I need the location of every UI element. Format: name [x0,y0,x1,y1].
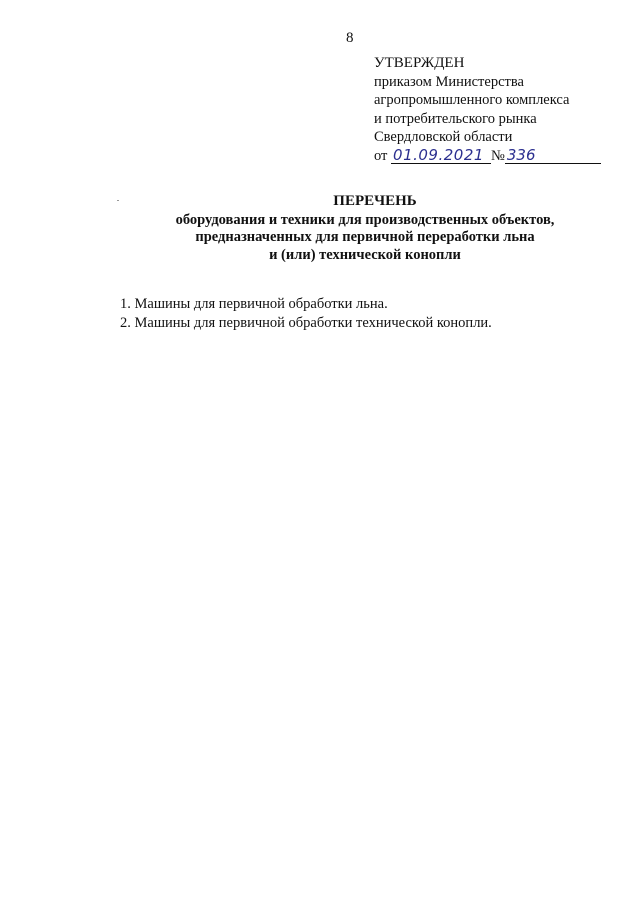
document-subtitle-line: оборудования и техники для производственных объектов, [175,211,555,228]
approval-title: УТВЕРЖДЕН [374,55,465,71]
page-number: 8 [346,30,354,46]
handwritten-date: 01.09.2021 [391,147,491,164]
document-subtitle-line: предназначенных для первичной переработки льна [195,229,535,245]
approval-line: приказом Министерства [374,73,524,90]
approval-line: агропромышленного комплекса [374,92,570,108]
equipment-list [120,295,492,332]
approval-line: Свердловской области [374,129,513,145]
document-subtitle-line: и (или) технической конопли [269,246,461,263]
handwritten-number: 336 [505,147,601,164]
list-item: 1. Машины для первичной обработки льна. [120,296,388,312]
approval-date-line [374,147,601,166]
scan-speck [117,200,119,201]
approval-line: и потребительского рынка [374,110,537,127]
number-prefix: № [491,147,505,164]
approval-stamp [374,54,601,165]
document-header [160,193,570,264]
date-prefix: от [374,147,388,164]
list-item: 2. Машины для первичной обработки технической конопли. [120,314,492,331]
document-title: ПЕРЕЧЕНЬ [333,193,417,209]
